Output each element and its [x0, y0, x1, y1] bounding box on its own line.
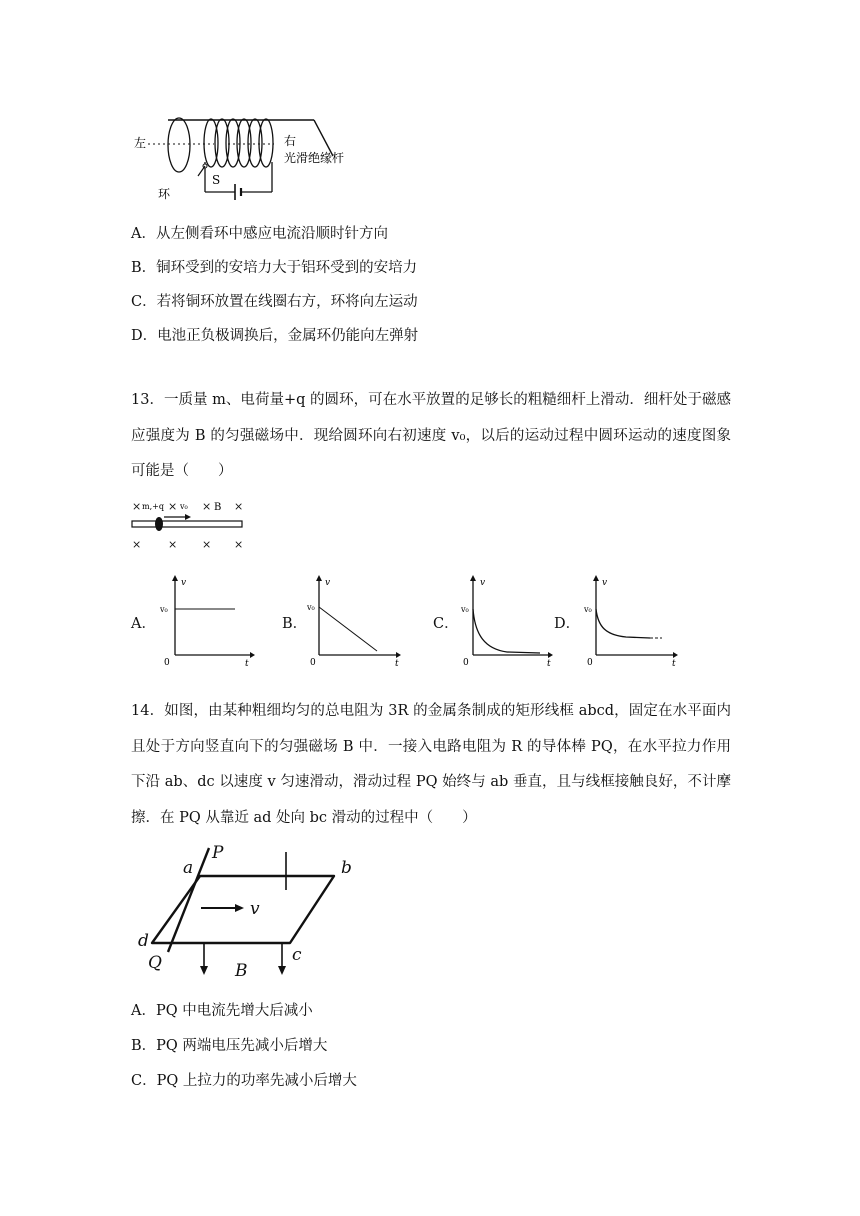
axis-v: v: [181, 578, 187, 588]
label-a: a: [183, 858, 194, 878]
graph-label-a: A．: [131, 616, 156, 632]
rectangular-frame-figure: [128, 840, 368, 980]
axis-v: v: [480, 578, 486, 588]
solenoid-figure: [128, 110, 368, 206]
svg-text:×: ×: [202, 538, 212, 551]
svg-text:×: ×: [234, 538, 244, 551]
fig-mq-label: m,+q: [142, 502, 164, 511]
axis-t: t: [672, 659, 676, 668]
svg-text:×: ×: [168, 538, 178, 551]
axis-v: v: [602, 578, 608, 588]
axis-v0: v₀: [160, 605, 168, 614]
axis-origin: 0: [463, 658, 469, 668]
svg-text:×: ×: [168, 500, 178, 513]
fig-left-label: 左: [134, 136, 147, 150]
axis-origin: 0: [310, 658, 316, 668]
label-b-field: B: [235, 961, 248, 980]
q14-option-b: B．PQ 两端电压先减小后增大: [131, 1038, 328, 1054]
svg-text:×: ×: [132, 500, 142, 513]
q12-option-d: D．电池正负极调换后，金属环仍能向左弹射: [131, 328, 419, 344]
fig-rod-label: 光滑绝缘杆: [284, 151, 345, 165]
graph-c: [455, 573, 555, 668]
fig-ring-label: 环: [158, 187, 171, 201]
fig-v0-label: v₀: [180, 502, 188, 511]
graph-label-b: B．: [282, 616, 308, 632]
label-c: c: [292, 945, 302, 965]
axis-origin: 0: [587, 658, 593, 668]
q14-option-c: C．PQ 上拉力的功率先减小后增大: [131, 1073, 357, 1089]
axis-t: t: [245, 659, 249, 668]
q13-stem: 13．一质量 m、电荷量+q 的圆环，可在水平放置的足够长的粗糙细杆上滑动．细杆处于磁感应强度为 B 的匀强磁场中．现给圆环向右初速度 v₀，以后的运动过程中圆环运动的速度图象可能是（ ）: [131, 392, 731, 479]
axis-v0: v₀: [584, 605, 592, 614]
ring-on-rod-figure: [128, 492, 253, 554]
q14-stem: 14．如图，由某种粗细均匀的总电阻为 3R 的金属条制成的矩形线框 abcd，固定在水平面内且处于方向竖直向下的匀强磁场 B 中．一接入电路电阻为 R 的导体棒 PQ，在水平拉力作用下沿 ab、dc 以速度 v 匀速滑动，滑动过程 PQ 始终与 ab 垂直，且与线框接触良好，不计摩擦．在 PQ 从靠近 ad 处向 bc 滑动的过程中（ ）: [131, 703, 731, 826]
axis-t: t: [547, 659, 551, 668]
label-d: d: [138, 931, 149, 951]
label-p: P: [212, 843, 224, 863]
fig-right-label: 右: [284, 134, 297, 148]
axis-v: v: [325, 578, 331, 588]
svg-text:×: ×: [234, 500, 244, 513]
axis-t: t: [395, 659, 399, 668]
fig-b-label: B: [214, 502, 222, 513]
q12-option-b: B．铜环受到的安培力大于铝环受到的安培力: [131, 260, 418, 276]
q12-option-c: C．若将铜环放置在线圈右方，环将向左运动: [131, 294, 418, 310]
q12-option-a: A．从左侧看环中感应电流沿顺时针方向: [131, 226, 388, 242]
label-q: Q: [148, 953, 162, 973]
svg-text:×: ×: [202, 500, 212, 513]
axis-v0: v₀: [307, 603, 315, 612]
q14-option-a: A．PQ 中电流先增大后减小: [131, 1003, 313, 1019]
graph-label-d: D．: [554, 616, 581, 632]
label-b-vertex: b: [341, 858, 352, 878]
label-v: v: [250, 899, 260, 919]
axis-origin: 0: [164, 658, 170, 668]
graph-a: [155, 573, 255, 668]
graph-label-c: C．: [433, 616, 459, 632]
fig-switch-label: S: [212, 173, 221, 187]
svg-text:×: ×: [132, 538, 142, 551]
graph-d: [580, 573, 680, 668]
graph-b: [303, 573, 403, 668]
axis-v0: v₀: [461, 605, 469, 614]
